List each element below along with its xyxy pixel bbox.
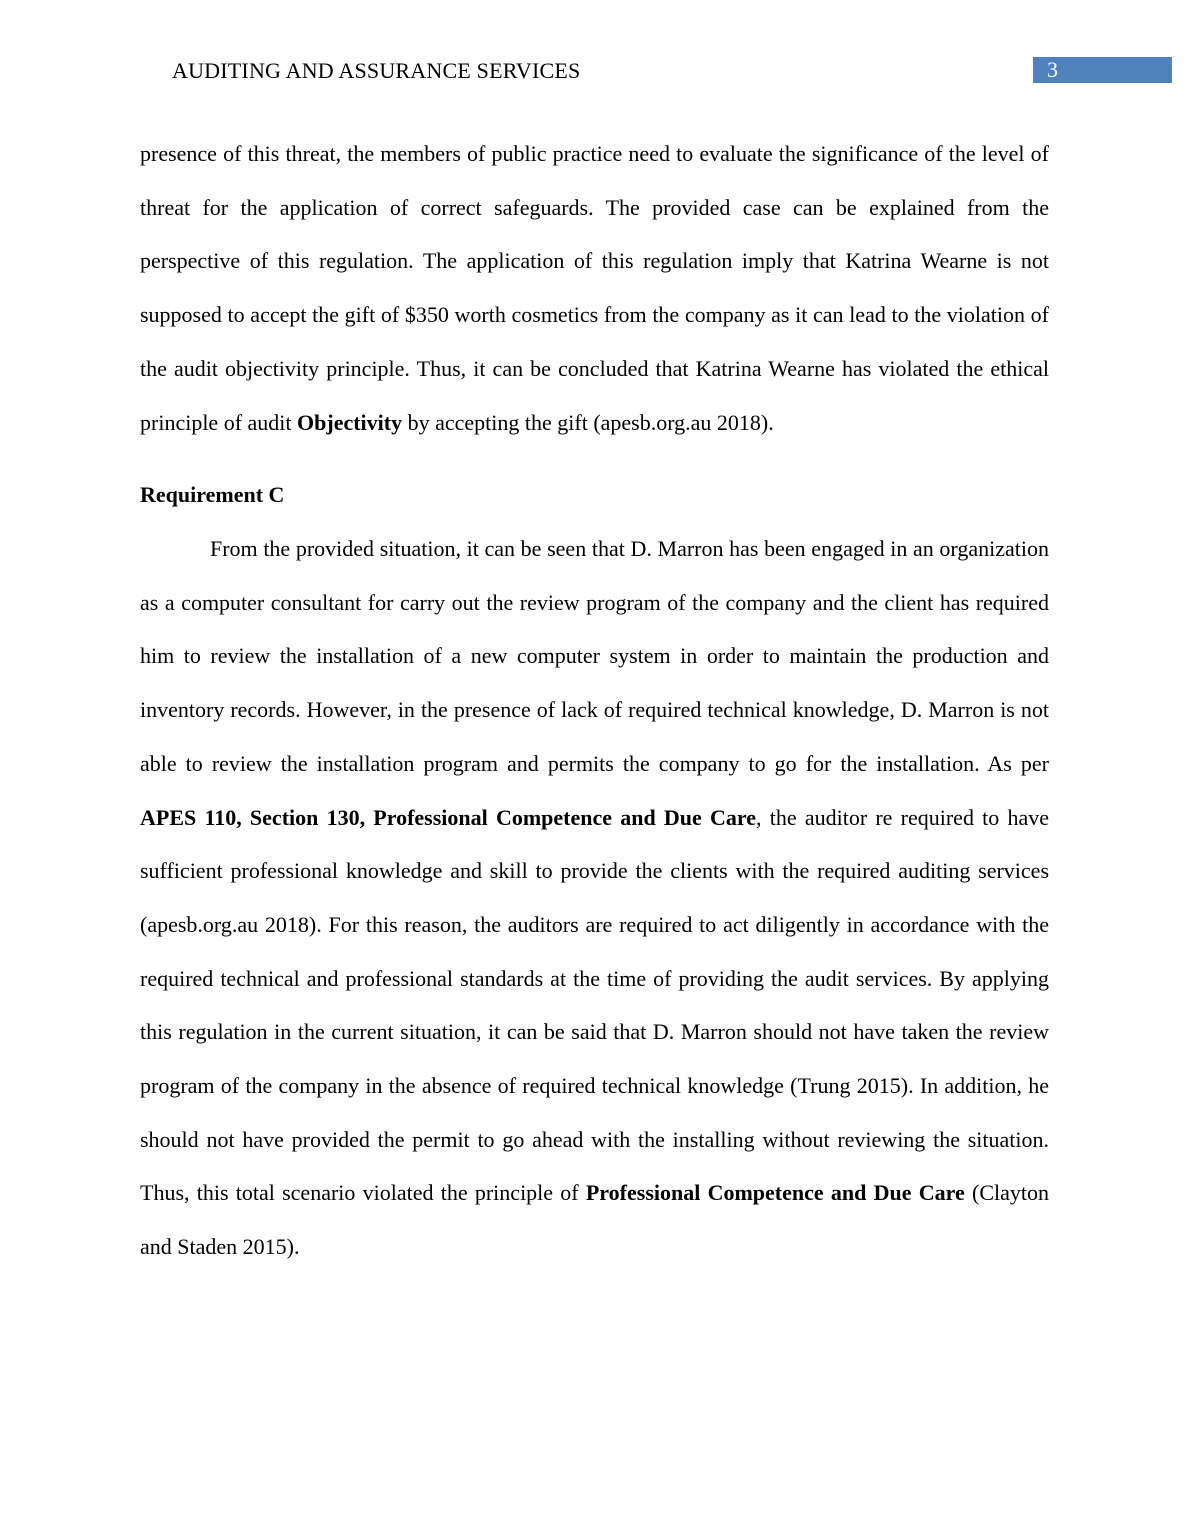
running-head: AUDITING AND ASSURANCE SERVICES	[172, 58, 581, 83]
paragraph-text: presence of this threat, the members of public practice need to evaluate the significance of the level of threat for the application of correct safeguards. The provided case can be explained from the perspective of this regulation. The application of this regulation imply that Katrina Wearne is not supposed to accept the gift of $350 worth cosmetics from the company as it can lead to the violation of the audit objectivity principle. Thus, it can be concluded that Katrina Wearne has violated the ethical principle of audit	[140, 141, 1049, 435]
section-heading: Requirement C	[140, 482, 285, 507]
page-number: 3	[1047, 57, 1058, 82]
bold-term-professional-competence: Professional Competence and Due Care	[585, 1180, 965, 1206]
bold-term-objectivity: Objectivity	[297, 409, 403, 435]
paragraph-objectivity	[140, 127, 1049, 449]
paragraph-text: (Clayton and Staden 2015).	[140, 1180, 1049, 1260]
paragraph-text: by accepting the gift (apesb.org.au 2018).	[402, 409, 774, 435]
paragraph-text: From the provided situation, it can be seen that D. Marron has been engaged in an organization as a computer consultant for carry out the review program of the company and the client has required him to review the installation of a new computer system in order to maintain the production and inventory records. However, in the presence of lack of required technical knowledge, D. Marron is not able to review the installation program and permits the company to go for the installation. As per	[140, 536, 1049, 776]
page-number-box	[1033, 57, 1172, 83]
bold-term-apes-110: APES 110, Section 130, Professional Competence and Due Care	[140, 804, 757, 830]
paragraph-requirement-c	[140, 522, 1049, 1274]
paragraph-text: , the auditor re required to have sufficient professional knowledge and skill to provide the clients with the required auditing services (apesb.org.au 2018). For this reason, the auditors are required to act diligently in accordance with the required technical and professional standards at the time of providing the audit services. By applying this regulation in the current situation, it can be said that D. Marron should not have taken the review program of the company in the absence of required technical knowledge (Trung 2015). In addition, he should not have provided the permit to go ahead with the installing without reviewing the situation. Thus, this total scenario violated the principle of	[140, 804, 1050, 1206]
